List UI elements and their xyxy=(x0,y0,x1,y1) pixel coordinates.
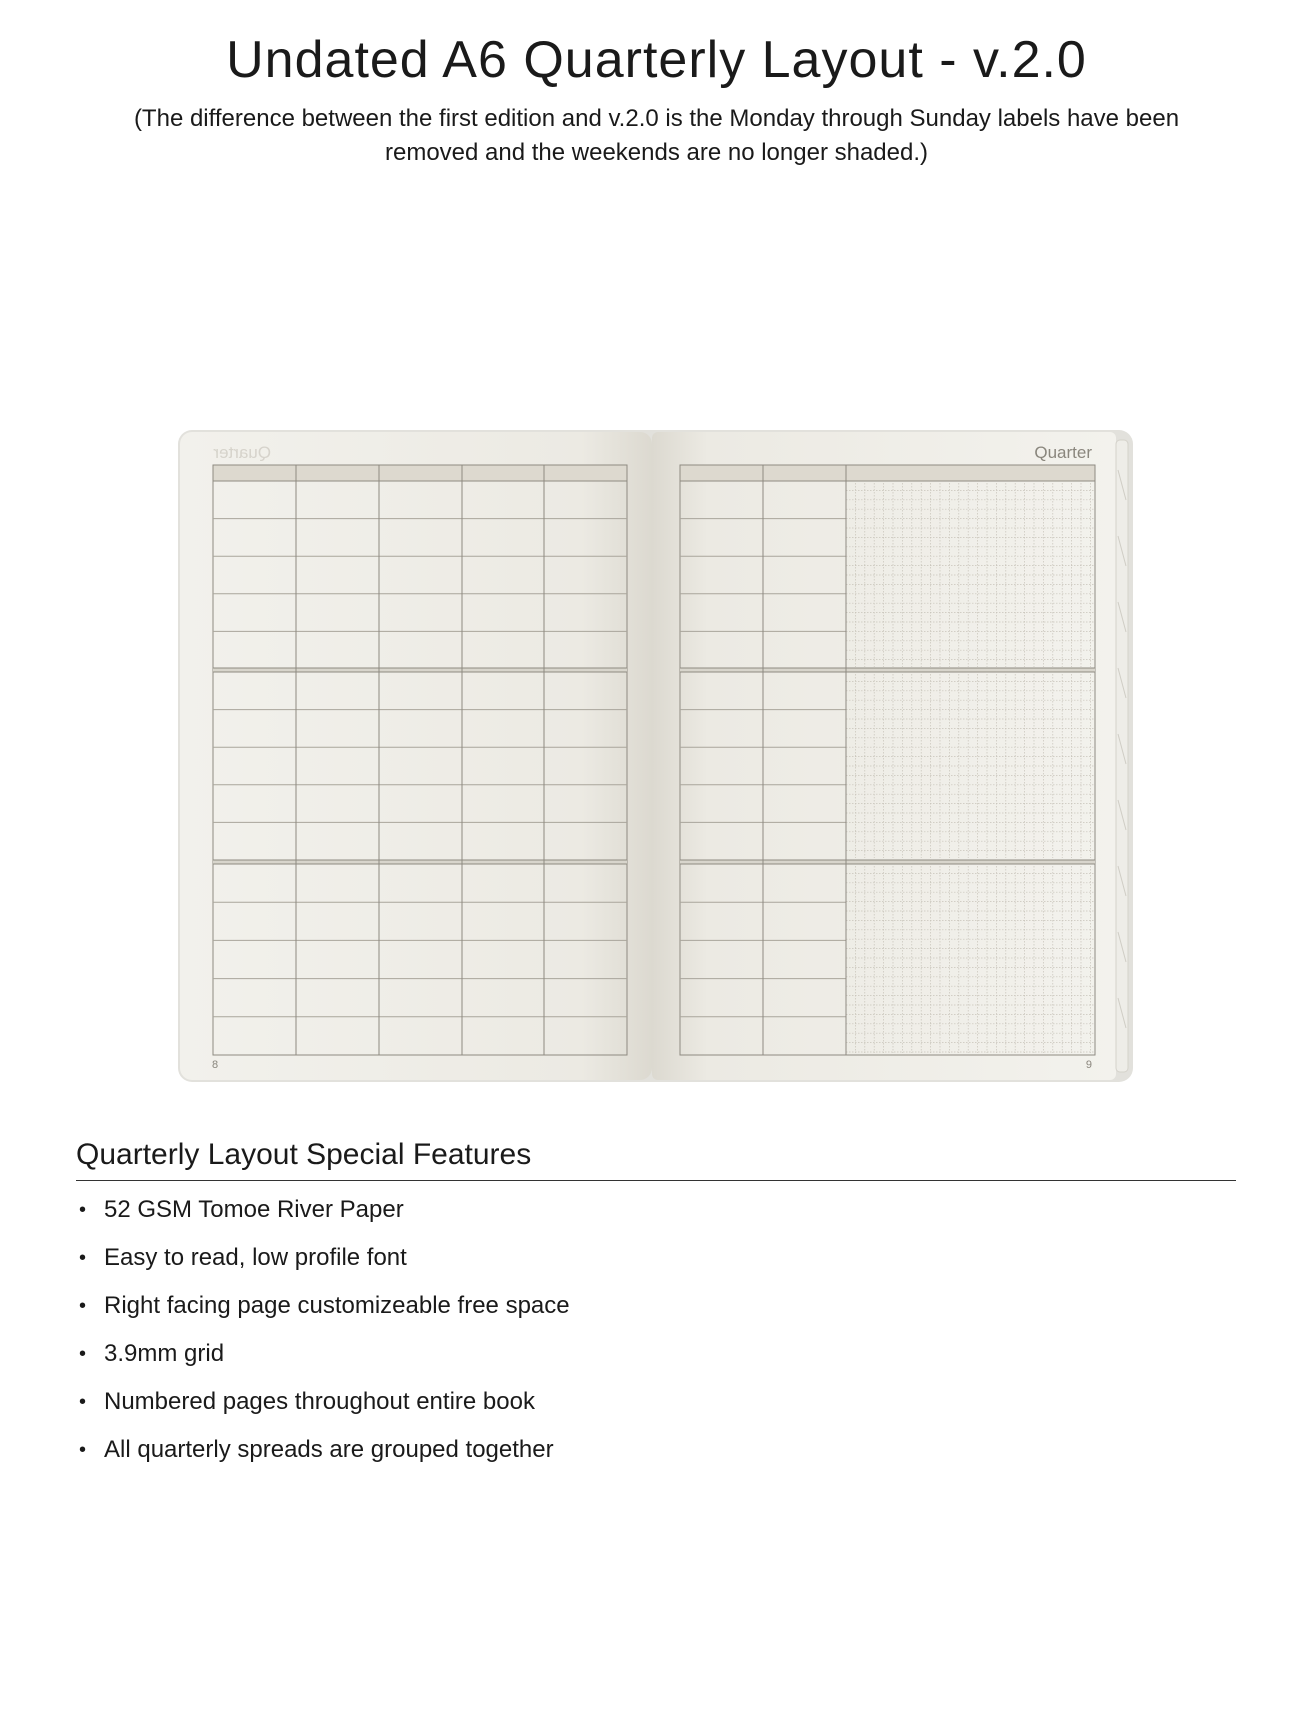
list-item: • Numbered pages throughout entire book xyxy=(76,1378,570,1426)
bullet-icon: • xyxy=(79,1199,87,1221)
right-page xyxy=(652,432,1116,1080)
bullet-icon: • xyxy=(79,1343,87,1365)
features-heading: Quarterly Layout Special Features xyxy=(76,1138,1236,1181)
bullet-icon: • xyxy=(79,1439,87,1461)
left-page xyxy=(180,432,652,1080)
list-item: • All quarterly spreads are grouped together xyxy=(76,1426,570,1474)
right-header-label: Quarter xyxy=(1034,443,1092,462)
list-item: • 3.9mm grid xyxy=(76,1330,570,1378)
left-header-mirrored: Quarter xyxy=(213,443,271,462)
list-item: • 52 GSM Tomoe River Paper xyxy=(76,1186,570,1234)
left-page-number: 8 xyxy=(212,1059,219,1071)
page-title: Undated A6 Quarterly Layout - v.2.0 xyxy=(226,31,1087,89)
right-page-number: 9 xyxy=(1085,1059,1092,1071)
bullet-icon: • xyxy=(79,1247,87,1269)
list-item: • Easy to read, low profile font xyxy=(76,1234,570,1282)
notebook-spread-image xyxy=(178,430,1133,1082)
page-subtitle: (The difference between the first edition and v.2.0 is the Monday through Sunday labels have been removed and the weekends are no longer shaded.) xyxy=(133,105,1180,166)
list-item: • Right facing page customizeable free space xyxy=(76,1282,570,1330)
bullet-icon: • xyxy=(79,1295,87,1317)
features-list xyxy=(76,1186,570,1474)
bullet-icon: • xyxy=(79,1391,87,1413)
